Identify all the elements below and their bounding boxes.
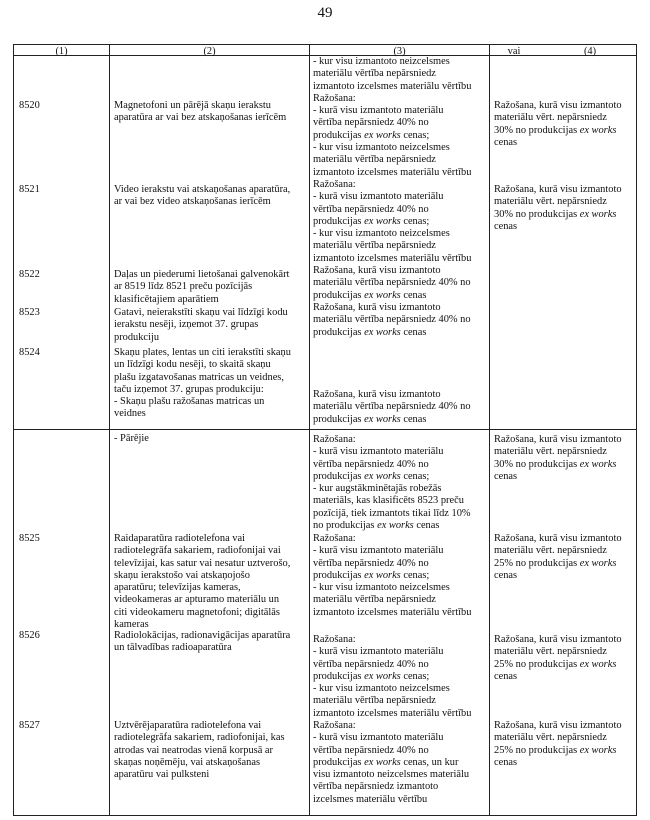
desc-parejie: - Pārējie [114,433,149,444]
col4-8526: Ražošana, kurā visu izmantoto materiālu vērt. nepārsniedz 25% no produkcijas ex works cenas [494,634,622,682]
col4-8520: Ražošana, kurā visu izmantoto materiālu vērt. nepārsniedz 30% no produkcijas ex works cenas [494,100,622,148]
code-8525: 8525 [19,533,40,544]
col3-parejie: Ražošana: - kurā visu izmantoto materiālu vērtība nepārsniedz 40% no produkcijas ex works cenas; - kur augstākminētajās robežās materiāls, kas klasificēts 8523 preču pozīcijā, tiek izmantots tikai līdz 10% no produkcijas ex works cenas [313,434,471,532]
code-8527: 8527 [19,720,40,731]
code-8521: 8521 [19,184,40,195]
col3-8524-matricas: Ražošana, kurā visu izmantoto materiālu vērtība nepārsniedz 40% no produkcijas ex works cenas [313,389,471,425]
code-8526: 8526 [19,630,40,641]
header-col3: (3) [393,46,406,57]
col3-upper-block: - kur visu izmantoto neizcelsmes materiālu vērtība nepārsniedz izmantoto izcelsmes materiālu vērtību Ražošana: - kurā visu izmantoto materiālu vērtība nepārsniedz 40% no produkcijas ex works cenas; - kur visu izmantoto neizcelsmes materiālu vērtība nepārsniedz izmantoto izcelsmes materiālu vērtību Ražošana: - kurā visu izmantoto materiālu vērtība nepārsniedz 40% no produkcijas ex works cenas; - kur visu izmantoto neizcelsmes materiālu vērtība nepārsniedz izmantoto izcelsmes materiālu vērtību Ražošana, kurā visu izmantoto materiālu vērtība nepārsniedz 40% no produkcijas ex works cenas Ražošana, kurā visu izmantoto materiālu vērtība nepārsniedz 40% no produkcijas ex works cenas [313,56,472,338]
col4-8521: Ražošana, kurā visu izmantoto materiālu vērt. nepārsniedz 30% no produkcijas ex works cenas [494,184,622,232]
desc-8524: Skaņu plates, lentas un citi ierakstīti skaņu un līdzīgi kodu nesēji, to skaitā skaņu plašu izgatavošanas matricas un veidnes, taču izņemot 37. grupas produkciju: - Skaņu plašu ražošanas matricas un veidnes [114,347,291,420]
col4-parejie: Ražošana, kurā visu izmantoto materiālu vērt. nepārsniedz 30% no produkcijas ex works cenas [494,434,622,482]
header-col2: (2) [203,46,216,57]
col4-8527: Ražošana, kurā visu izmantoto materiālu vērt. nepārsniedz 25% no produkcijas ex works cenas [494,720,622,768]
desc-8523: Gatavi, neierakstīti skaņu vai līdzīgi kodu ierakstu nesēji, izņemot 37. grupas produkciju [114,307,288,343]
header-vai: vai [507,46,521,57]
col3-8525: Ražošana: - kurā visu izmantoto materiālu vērtība nepārsniedz 40% no produkcijas ex works cenas; - kur visu izmantoto neizcelsmes materiālu vērtība nepārsniedz izmantoto izcelsmes materiālu vērtību [313,533,472,618]
desc-8526: Radiolokācijas, radionavigācijas aparatūra un tālvadības radioaparatūra [114,630,291,654]
desc-8522: Daļas un piederumi lietošanai galvenokārt ar 8519 līdz 8521 preču pozīcijās klasificētajiem aparātiem [114,269,290,305]
col3-8527: Ražošana: - kurā visu izmantoto materiālu vērtība nepārsniedz 40% no produkcijas ex works cenas, un kur visu izmantoto neizcelsmes materiālu vērtība nepārsniedz izmantoto izcelsmes materiālu vērtību [313,720,470,805]
code-8522: 8522 [19,269,40,280]
desc-8521: Video ierakstu vai atskaņošanas aparatūra, ar vai bez video atskaņošanas ierīcēm [114,184,291,208]
code-8523: 8523 [19,307,40,318]
col3-8526: Ražošana: - kurā visu izmantoto materiālu vērtība nepārsniedz 40% no produkcijas ex works cenas; - kur visu izmantoto neizcelsmes materiālu vērtība nepārsniedz izmantoto izcelsmes materiālu vērtību [313,634,472,719]
code-8520: 8520 [19,100,40,111]
desc-8527: Uztvērējaparatūra radiotelefona vai radiotelegrāfa sakariem, radiofonijai, kas atrodas vai neatrodas vienā korpusā ar skaņas noņēmēju, vai atskaņošanas aparatūru vai pulksteni [114,720,285,781]
page-number: 49 [317,5,333,21]
desc-8525: Raidaparatūra radiotelefona vai radiotelegrāfa sakariem, radiofonijai vai televīzijai, kas satur vai nesatur uztverošo, skaņu ierakstošo vai atskaņojošo aparatūru; televīzijas kameras, videokameras ar apturamo materiālu un citi videokameru magnetofoni; digitālās kameras [114,533,291,631]
desc-8520: Magnetofoni un pārējā skaņu ierakstu aparatūra ar vai bez atskaņošanas ierīcēm [114,100,287,124]
code-8524: 8524 [19,347,40,358]
header-col1: (1) [55,46,68,57]
header-col4: (4) [583,46,597,57]
rules-of-origin-table [13,44,637,816]
col4-8525: Ražošana, kurā visu izmantoto materiālu vērt. nepārsniedz 25% no produkcijas ex works cenas [494,533,622,581]
